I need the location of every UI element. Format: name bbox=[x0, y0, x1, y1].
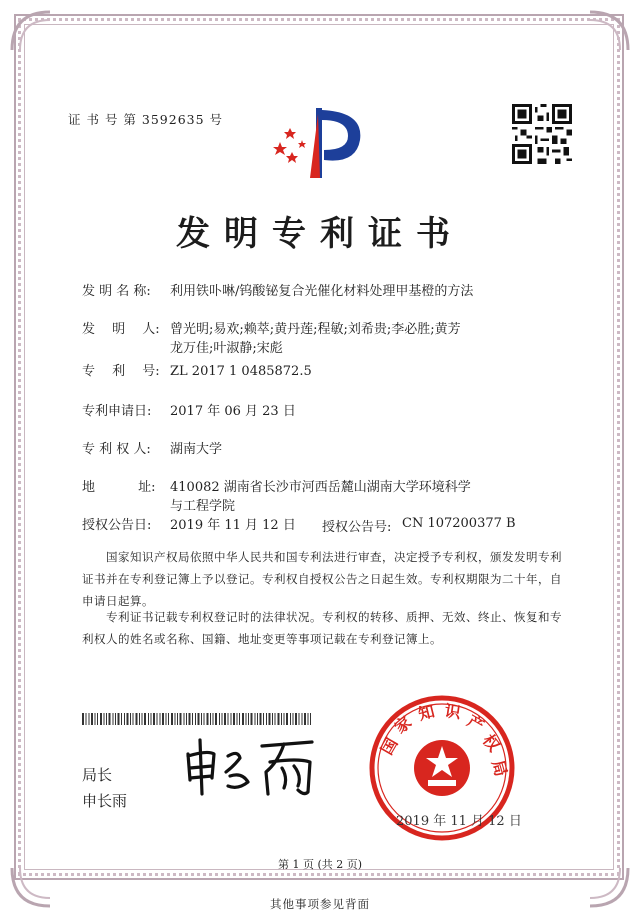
patent-number-value: ZL 2017 1 0485872.5 bbox=[170, 364, 312, 379]
address-row bbox=[82, 478, 471, 514]
document-title: 发明专利证书 bbox=[176, 214, 464, 254]
page-number: 第 1 页 (共 2 页) bbox=[277, 858, 363, 871]
svg-text:产: 产 bbox=[464, 711, 488, 736]
svg-text:识: 识 bbox=[443, 701, 462, 723]
grant-pub-number-label: 授权公告号: bbox=[322, 520, 392, 535]
grant-pub-number-value: CN 107200377 B bbox=[402, 516, 516, 531]
filing-date-label: 专利申请日: bbox=[82, 404, 152, 419]
cnipa-logo-icon bbox=[272, 104, 368, 180]
inventors-label: 发 明 人: bbox=[82, 322, 160, 337]
grant-date-row bbox=[82, 516, 296, 535]
director-name: 申长雨 bbox=[82, 792, 128, 810]
svg-text:家: 家 bbox=[390, 712, 416, 738]
corner-ornament-top-right bbox=[586, 8, 632, 54]
address-label: 地 址: bbox=[82, 480, 156, 495]
inventors-row bbox=[82, 320, 461, 356]
grant-date-label: 授权公告日: bbox=[82, 518, 152, 533]
filing-date-value: 2017 年 06 月 23 日 bbox=[170, 404, 296, 419]
grant-date-value: 2019 年 11 月 12 日 bbox=[170, 518, 296, 533]
qr-code-icon bbox=[512, 104, 572, 164]
svg-text:国: 国 bbox=[377, 734, 402, 758]
address-value: 410082 湖南省长沙市河西岳麓山湖南大学环境科学与工程学院 bbox=[170, 480, 471, 514]
footer-note: 其他事项参见背面 bbox=[270, 897, 370, 911]
filing-date-row bbox=[82, 402, 296, 421]
patentee-value: 湖南大学 bbox=[170, 442, 223, 457]
svg-text:知: 知 bbox=[416, 701, 437, 724]
invention-name-label: 发 明 名 称: bbox=[82, 284, 151, 299]
director-signature-icon bbox=[178, 732, 328, 802]
invention-name-value: 利用铁卟啉/钨酸铋复合光催化材料处理甲基橙的方法 bbox=[170, 284, 474, 299]
patent-number-label: 专 利 号: bbox=[82, 364, 160, 379]
svg-text:权: 权 bbox=[478, 730, 504, 756]
stamp-date: 2019 年 11 月 12 日 bbox=[396, 814, 522, 829]
director-title: 局长 bbox=[82, 766, 113, 784]
inventors-value: 曾光明;易欢;赖萃;黄丹莲;程敏;刘希贵;李必胜;黄芳龙万佳;叶淑静;宋彪 bbox=[170, 322, 461, 356]
patent-number-row bbox=[82, 362, 312, 381]
invention-name-row bbox=[82, 282, 474, 301]
svg-text:局: 局 bbox=[488, 757, 511, 779]
certificate-number: 证 书 号 第 3592635 号 bbox=[68, 112, 224, 127]
patentee-row bbox=[82, 440, 223, 459]
corner-ornament-top-left bbox=[8, 8, 54, 54]
patentee-label: 专 利 权 人: bbox=[82, 442, 151, 457]
barcode-icon bbox=[82, 713, 312, 725]
statement-paragraph-2: 专利证书记载专利权登记时的法律状况。专利权的转移、质押、无效、终止、恢复和专利权人的姓名或名称、国籍、地址变更等事项记载在专利登记簿上。 bbox=[82, 610, 562, 646]
statement-paragraph-1: 国家知识产权局依照中华人民共和国专利法进行审查，决定授予专利权，颁发发明专利证书并在专利登记簿上予以登记。专利权自授权公告之日起生效。专利权期限为二十年，自申请日起算。 bbox=[82, 550, 562, 608]
